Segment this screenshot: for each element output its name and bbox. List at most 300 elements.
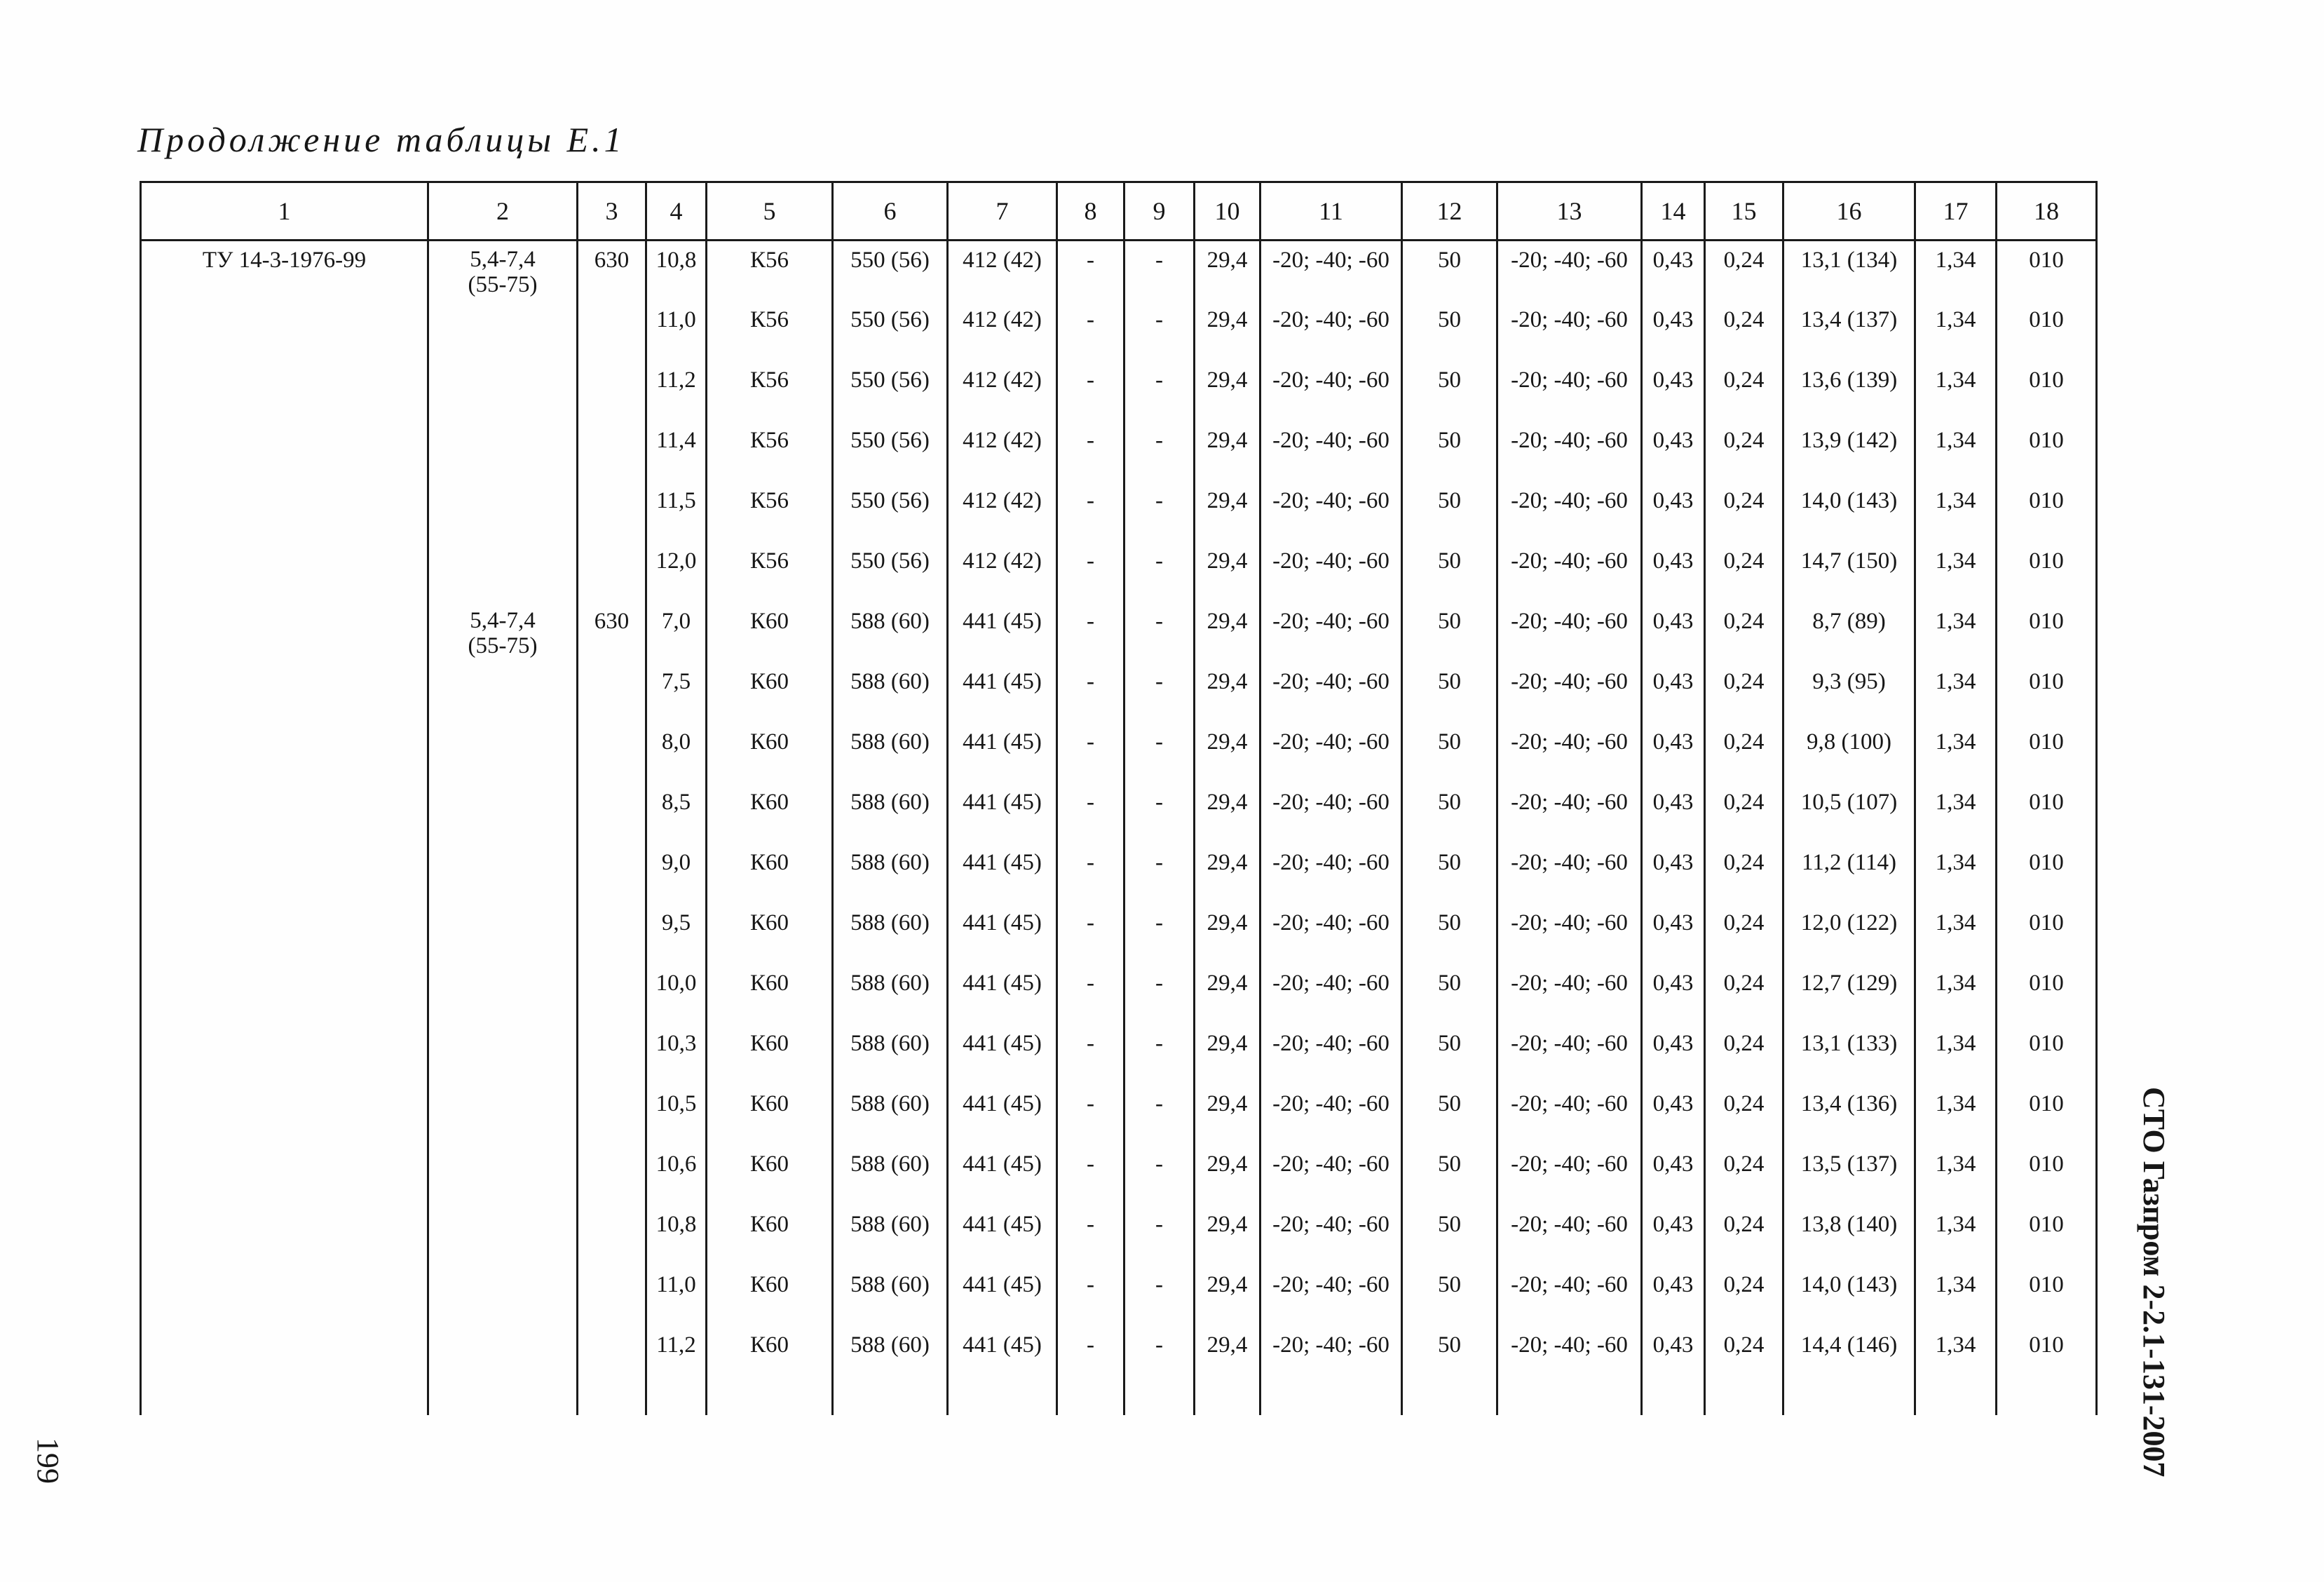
table-cell: 441 (45) [948, 844, 1057, 904]
table-cell: 13,5 (137) [1783, 1145, 1915, 1205]
table-cell [141, 361, 428, 421]
empty-cell [707, 1386, 833, 1416]
table-cell: 441 (45) [948, 904, 1057, 964]
table-cell: - [1124, 542, 1195, 602]
table-cell: 1,34 [1915, 1326, 1997, 1386]
table-cell [428, 421, 578, 482]
table-cell: 1,34 [1915, 1266, 1997, 1326]
table-cell: 9,5 [646, 904, 707, 964]
table-cell: 1,34 [1915, 361, 1997, 421]
table-cell: 010 [1997, 482, 2097, 542]
table-cell: 630 [578, 241, 646, 301]
table-cell [141, 482, 428, 542]
table-cell: 441 (45) [948, 663, 1057, 723]
table-cell: -20; -40; -60 [1260, 904, 1402, 964]
table-cell: 11,0 [646, 301, 707, 361]
table-cell: 1,34 [1915, 421, 1997, 482]
table-cell: - [1057, 904, 1124, 964]
table-cell: 412 (42) [948, 301, 1057, 361]
table-cell: 50 [1402, 361, 1497, 421]
table-cell: -20; -40; -60 [1260, 1326, 1402, 1386]
specification-table [140, 181, 2098, 1415]
table-cell: - [1057, 602, 1124, 663]
column-header-8: 8 [1057, 182, 1124, 241]
table-cell: 0,43 [1642, 663, 1705, 723]
table-cell: 1,34 [1915, 964, 1997, 1025]
table-cell [578, 542, 646, 602]
table-cell: 010 [1997, 1085, 2097, 1145]
table-cell: 14,0 (143) [1783, 482, 1915, 542]
table-cell: 588 (60) [833, 663, 948, 723]
table-cell [578, 723, 646, 783]
table-cell: 1,34 [1915, 783, 1997, 844]
column-header-16: 16 [1783, 182, 1915, 241]
empty-cell [1497, 1386, 1642, 1416]
table-cell: 010 [1997, 301, 2097, 361]
empty-cell [1124, 1386, 1195, 1416]
table-cell: -20; -40; -60 [1497, 1085, 1642, 1145]
table-row [141, 1085, 2097, 1145]
table-cell: - [1057, 723, 1124, 783]
table-cell: 010 [1997, 964, 2097, 1025]
table-cell: 588 (60) [833, 964, 948, 1025]
table-row [141, 482, 2097, 542]
table-row [141, 1326, 2097, 1386]
table-cell: 550 (56) [833, 542, 948, 602]
table-cell: -20; -40; -60 [1497, 482, 1642, 542]
table-cell: К56 [707, 542, 833, 602]
table-cell: 0,24 [1705, 723, 1783, 783]
table-cell: 13,4 (137) [1783, 301, 1915, 361]
table-cell: - [1124, 844, 1195, 904]
table-cell [141, 1025, 428, 1085]
table-cell: 550 (56) [833, 421, 948, 482]
table-cell: 0,24 [1705, 844, 1783, 904]
table-cell: - [1124, 964, 1195, 1025]
table-cell [578, 361, 646, 421]
table-row [141, 844, 2097, 904]
table-cell [428, 844, 578, 904]
table-cell: К60 [707, 1205, 833, 1266]
table-cell: - [1124, 361, 1195, 421]
table-cell: -20; -40; -60 [1497, 783, 1642, 844]
table-cell [578, 844, 646, 904]
table-cell: 5,4-7,4 (55-75) [428, 241, 578, 301]
column-header-3: 3 [578, 182, 646, 241]
table-cell: К56 [707, 241, 833, 301]
table-cell: -20; -40; -60 [1497, 904, 1642, 964]
table-cell: - [1124, 783, 1195, 844]
table-cell: 0,43 [1642, 1326, 1705, 1386]
table-cell: 13,4 (136) [1783, 1085, 1915, 1145]
table-cell: 29,4 [1195, 241, 1260, 301]
table-cell: -20; -40; -60 [1260, 482, 1402, 542]
table-cell: 0,43 [1642, 904, 1705, 964]
table-cell [578, 421, 646, 482]
table-cell: 1,34 [1915, 1025, 1997, 1085]
table-cell: 010 [1997, 844, 2097, 904]
table-cell [428, 482, 578, 542]
table-cell: 0,24 [1705, 1085, 1783, 1145]
table-cell: 588 (60) [833, 904, 948, 964]
table-cell: 441 (45) [948, 1266, 1057, 1326]
table-cell: 7,0 [646, 602, 707, 663]
table-cell: 1,34 [1915, 482, 1997, 542]
column-header-7: 7 [948, 182, 1057, 241]
table-cell: 588 (60) [833, 723, 948, 783]
empty-cell [1783, 1386, 1915, 1416]
table-cell [428, 663, 578, 723]
table-cell: -20; -40; -60 [1497, 1326, 1642, 1386]
table-cell: 50 [1402, 542, 1497, 602]
table-cell: К60 [707, 663, 833, 723]
table-cell: 50 [1402, 783, 1497, 844]
column-header-13: 13 [1497, 182, 1642, 241]
table-cell: К56 [707, 421, 833, 482]
table-cell: К60 [707, 844, 833, 904]
table-cell: 12,0 [646, 542, 707, 602]
table-cell: 010 [1997, 1266, 2097, 1326]
table-cell: 13,1 (133) [1783, 1025, 1915, 1085]
table-cell: 8,5 [646, 783, 707, 844]
table-cell [578, 1085, 646, 1145]
table-row [141, 602, 2097, 663]
table-cell: 8,7 (89) [1783, 602, 1915, 663]
table-cell: - [1124, 421, 1195, 482]
table-cell: 50 [1402, 482, 1497, 542]
table-cell: 588 (60) [833, 1085, 948, 1145]
table-cell: 0,43 [1642, 482, 1705, 542]
document-code: СТО Газпром 2-2.1-131-2007 [2137, 1087, 2171, 1478]
empty-cell [948, 1386, 1057, 1416]
table-cell: -20; -40; -60 [1260, 723, 1402, 783]
table-cell: 010 [1997, 241, 2097, 301]
empty-cell [1997, 1386, 2097, 1416]
table-cell: 0,24 [1705, 482, 1783, 542]
table-cell: 0,24 [1705, 663, 1783, 723]
table-cell: К56 [707, 301, 833, 361]
table-cell: - [1057, 361, 1124, 421]
table-cell [578, 1205, 646, 1266]
table-cell: 50 [1402, 602, 1497, 663]
table-cell: К60 [707, 904, 833, 964]
table-cell: 1,34 [1915, 1145, 1997, 1205]
table-cell: 29,4 [1195, 904, 1260, 964]
table-cell: 1,34 [1915, 241, 1997, 301]
table-row [141, 723, 2097, 783]
table-cell: К56 [707, 361, 833, 421]
table-row [141, 1205, 2097, 1266]
table-cell [428, 301, 578, 361]
table-cell: К60 [707, 964, 833, 1025]
table-cell [141, 723, 428, 783]
table-cell [141, 1085, 428, 1145]
table-cell: -20; -40; -60 [1497, 723, 1642, 783]
table-cell: 29,4 [1195, 602, 1260, 663]
table-cell [141, 904, 428, 964]
table-cell: 1,34 [1915, 844, 1997, 904]
table-cell: 9,3 (95) [1783, 663, 1915, 723]
table-cell [578, 783, 646, 844]
table-cell: - [1124, 602, 1195, 663]
table-cell: 010 [1997, 361, 2097, 421]
table-cell: 010 [1997, 1326, 2097, 1386]
table-cell: 14,0 (143) [1783, 1266, 1915, 1326]
column-header-1: 1 [141, 182, 428, 241]
table-cell [428, 1266, 578, 1326]
table-row [141, 542, 2097, 602]
table-cell: 412 (42) [948, 542, 1057, 602]
table-cell: 50 [1402, 1205, 1497, 1266]
table-row [141, 783, 2097, 844]
table-cell: 1,34 [1915, 542, 1997, 602]
table-cell: 50 [1402, 1025, 1497, 1085]
table-cell: - [1057, 482, 1124, 542]
table-cell: 588 (60) [833, 1326, 948, 1386]
table-cell: - [1124, 1025, 1195, 1085]
table-cell: 29,4 [1195, 482, 1260, 542]
empty-cell [1057, 1386, 1124, 1416]
table-cell: 550 (56) [833, 361, 948, 421]
table-cell [428, 1025, 578, 1085]
table-cell: -20; -40; -60 [1497, 542, 1642, 602]
table-cell: 50 [1402, 1085, 1497, 1145]
table-cell: 50 [1402, 1266, 1497, 1326]
table-row [141, 663, 2097, 723]
table-cell: -20; -40; -60 [1497, 241, 1642, 301]
table-row [141, 1145, 2097, 1205]
table-cell: 50 [1402, 301, 1497, 361]
table-cell: 0,43 [1642, 723, 1705, 783]
table-row [141, 361, 2097, 421]
empty-cell [646, 1386, 707, 1416]
table-cell: 010 [1997, 542, 2097, 602]
table-cell: К60 [707, 1025, 833, 1085]
table-row [141, 1266, 2097, 1326]
table-cell: 7,5 [646, 663, 707, 723]
table-cell: 50 [1402, 904, 1497, 964]
table-cell: 550 (56) [833, 301, 948, 361]
table-cell: К60 [707, 723, 833, 783]
table-cell [141, 1266, 428, 1326]
table-cell: -20; -40; -60 [1260, 542, 1402, 602]
table-row [141, 1025, 2097, 1085]
table-cell: -20; -40; -60 [1497, 844, 1642, 904]
table-cell [141, 1145, 428, 1205]
table-cell: 10,0 [646, 964, 707, 1025]
table-cell: 29,4 [1195, 1205, 1260, 1266]
table-cell: К60 [707, 783, 833, 844]
table-cell [141, 1326, 428, 1386]
table-cell: 441 (45) [948, 1085, 1057, 1145]
table-row [141, 301, 2097, 361]
table-cell: К60 [707, 1145, 833, 1205]
table-cell: К60 [707, 602, 833, 663]
table-cell: -20; -40; -60 [1260, 663, 1402, 723]
table-cell: - [1057, 1205, 1124, 1266]
table-cell: - [1124, 482, 1195, 542]
table-cell: 588 (60) [833, 844, 948, 904]
table-cell: 11,2 (114) [1783, 844, 1915, 904]
table-cell: -20; -40; -60 [1260, 301, 1402, 361]
table-cell: 010 [1997, 723, 2097, 783]
column-header-10: 10 [1195, 182, 1260, 241]
table-cell: 441 (45) [948, 1205, 1057, 1266]
table-cell: -20; -40; -60 [1260, 1025, 1402, 1085]
table-cell: 010 [1997, 602, 2097, 663]
table-cell: -20; -40; -60 [1260, 1266, 1402, 1326]
table-cell: 10,8 [646, 241, 707, 301]
table-cell: 0,24 [1705, 1025, 1783, 1085]
column-header-15: 15 [1705, 182, 1783, 241]
table-cell: 010 [1997, 1145, 2097, 1205]
table-cell: - [1057, 663, 1124, 723]
table-body [141, 241, 2097, 1416]
table-cell [428, 1326, 578, 1386]
table-cell: 0,43 [1642, 1145, 1705, 1205]
table-cell: - [1124, 1326, 1195, 1386]
table-cell: 441 (45) [948, 783, 1057, 844]
table-cell [141, 542, 428, 602]
table-cell: 11,2 [646, 361, 707, 421]
column-header-18: 18 [1997, 182, 2097, 241]
table-cell: 5,4-7,4 (55-75) [428, 602, 578, 663]
table-cell: 10,5 (107) [1783, 783, 1915, 844]
table-cell: 0,24 [1705, 783, 1783, 844]
table-row [141, 964, 2097, 1025]
table-cell [428, 964, 578, 1025]
table-cell: 50 [1402, 241, 1497, 301]
table-cell: 0,43 [1642, 542, 1705, 602]
table-cell: 550 (56) [833, 482, 948, 542]
table-cell: - [1057, 1085, 1124, 1145]
table-cell: -20; -40; -60 [1260, 1085, 1402, 1145]
column-header-11: 11 [1260, 182, 1402, 241]
table-cell: ТУ 14-3-1976-99 [141, 241, 428, 301]
table-cell: 12,7 (129) [1783, 964, 1915, 1025]
table-cell [578, 904, 646, 964]
table-filler-row [141, 1386, 2097, 1416]
table-cell: 588 (60) [833, 1025, 948, 1085]
table-cell: - [1124, 301, 1195, 361]
table-cell: -20; -40; -60 [1260, 241, 1402, 301]
table-cell: К60 [707, 1326, 833, 1386]
table-cell: 29,4 [1195, 421, 1260, 482]
table-cell: 550 (56) [833, 241, 948, 301]
empty-cell [1705, 1386, 1783, 1416]
table-cell: -20; -40; -60 [1497, 964, 1642, 1025]
table-cell: 412 (42) [948, 421, 1057, 482]
table-cell: 588 (60) [833, 1266, 948, 1326]
table-cell: -20; -40; -60 [1497, 1145, 1642, 1205]
table-cell: 441 (45) [948, 602, 1057, 663]
table-cell: 0,43 [1642, 844, 1705, 904]
table-cell: 14,7 (150) [1783, 542, 1915, 602]
table-cell: -20; -40; -60 [1260, 964, 1402, 1025]
table-row [141, 241, 2097, 301]
table-cell: 441 (45) [948, 1326, 1057, 1386]
table-cell [428, 723, 578, 783]
table-cell [428, 1085, 578, 1145]
table-cell: 29,4 [1195, 361, 1260, 421]
table-cell: - [1124, 1266, 1195, 1326]
column-header-14: 14 [1642, 182, 1705, 241]
table-cell: 0,24 [1705, 421, 1783, 482]
table-cell: 1,34 [1915, 1205, 1997, 1266]
table-cell: 10,5 [646, 1085, 707, 1145]
table-cell: 0,43 [1642, 783, 1705, 844]
table-cell: 630 [578, 602, 646, 663]
table-cell: - [1124, 241, 1195, 301]
table-cell: -20; -40; -60 [1260, 1205, 1402, 1266]
table-cell: 0,24 [1705, 964, 1783, 1025]
table-cell [141, 301, 428, 361]
column-header-9: 9 [1124, 182, 1195, 241]
table-cell: 11,2 [646, 1326, 707, 1386]
table-cell: - [1057, 783, 1124, 844]
table-cell: 1,34 [1915, 602, 1997, 663]
table-cell: 29,4 [1195, 723, 1260, 783]
table-cell: 29,4 [1195, 844, 1260, 904]
table-cell [141, 1205, 428, 1266]
table-cell: 10,6 [646, 1145, 707, 1205]
table-cell [578, 1326, 646, 1386]
column-header-6: 6 [833, 182, 948, 241]
table-cell: 50 [1402, 663, 1497, 723]
column-header-4: 4 [646, 182, 707, 241]
table-cell: 1,34 [1915, 301, 1997, 361]
empty-cell [1195, 1386, 1260, 1416]
table-cell: 588 (60) [833, 783, 948, 844]
table-cell [428, 542, 578, 602]
table-cell [141, 602, 428, 663]
table-cell [578, 1266, 646, 1326]
table-cell: - [1057, 542, 1124, 602]
table-cell: - [1124, 723, 1195, 783]
table-cell [428, 1205, 578, 1266]
table-cell: 0,24 [1705, 1326, 1783, 1386]
table-cell [141, 964, 428, 1025]
table-cell: 0,24 [1705, 542, 1783, 602]
table-cell [578, 482, 646, 542]
table-cell: 50 [1402, 1145, 1497, 1205]
table-cell: - [1124, 1205, 1195, 1266]
table-cell: - [1124, 1085, 1195, 1145]
table-cell: - [1124, 1145, 1195, 1205]
page-number: 199 [31, 1438, 65, 1484]
table-cell: К56 [707, 482, 833, 542]
table-cell: - [1057, 421, 1124, 482]
table-cell: 29,4 [1195, 1085, 1260, 1145]
table-cell: 11,5 [646, 482, 707, 542]
table-cell: 010 [1997, 421, 2097, 482]
table-row [141, 421, 2097, 482]
table-cell: 29,4 [1195, 964, 1260, 1025]
empty-cell [1402, 1386, 1497, 1416]
table-cell: 0,43 [1642, 301, 1705, 361]
table-cell: 588 (60) [833, 602, 948, 663]
table-cell: 441 (45) [948, 723, 1057, 783]
table-cell: 29,4 [1195, 663, 1260, 723]
table-cell: 50 [1402, 1326, 1497, 1386]
table-cell: 588 (60) [833, 1145, 948, 1205]
table-cell: 11,0 [646, 1266, 707, 1326]
empty-cell [1260, 1386, 1402, 1416]
column-header-5: 5 [707, 182, 833, 241]
table-cell [578, 1145, 646, 1205]
table-cell: 0,24 [1705, 1266, 1783, 1326]
table-cell: 0,24 [1705, 241, 1783, 301]
